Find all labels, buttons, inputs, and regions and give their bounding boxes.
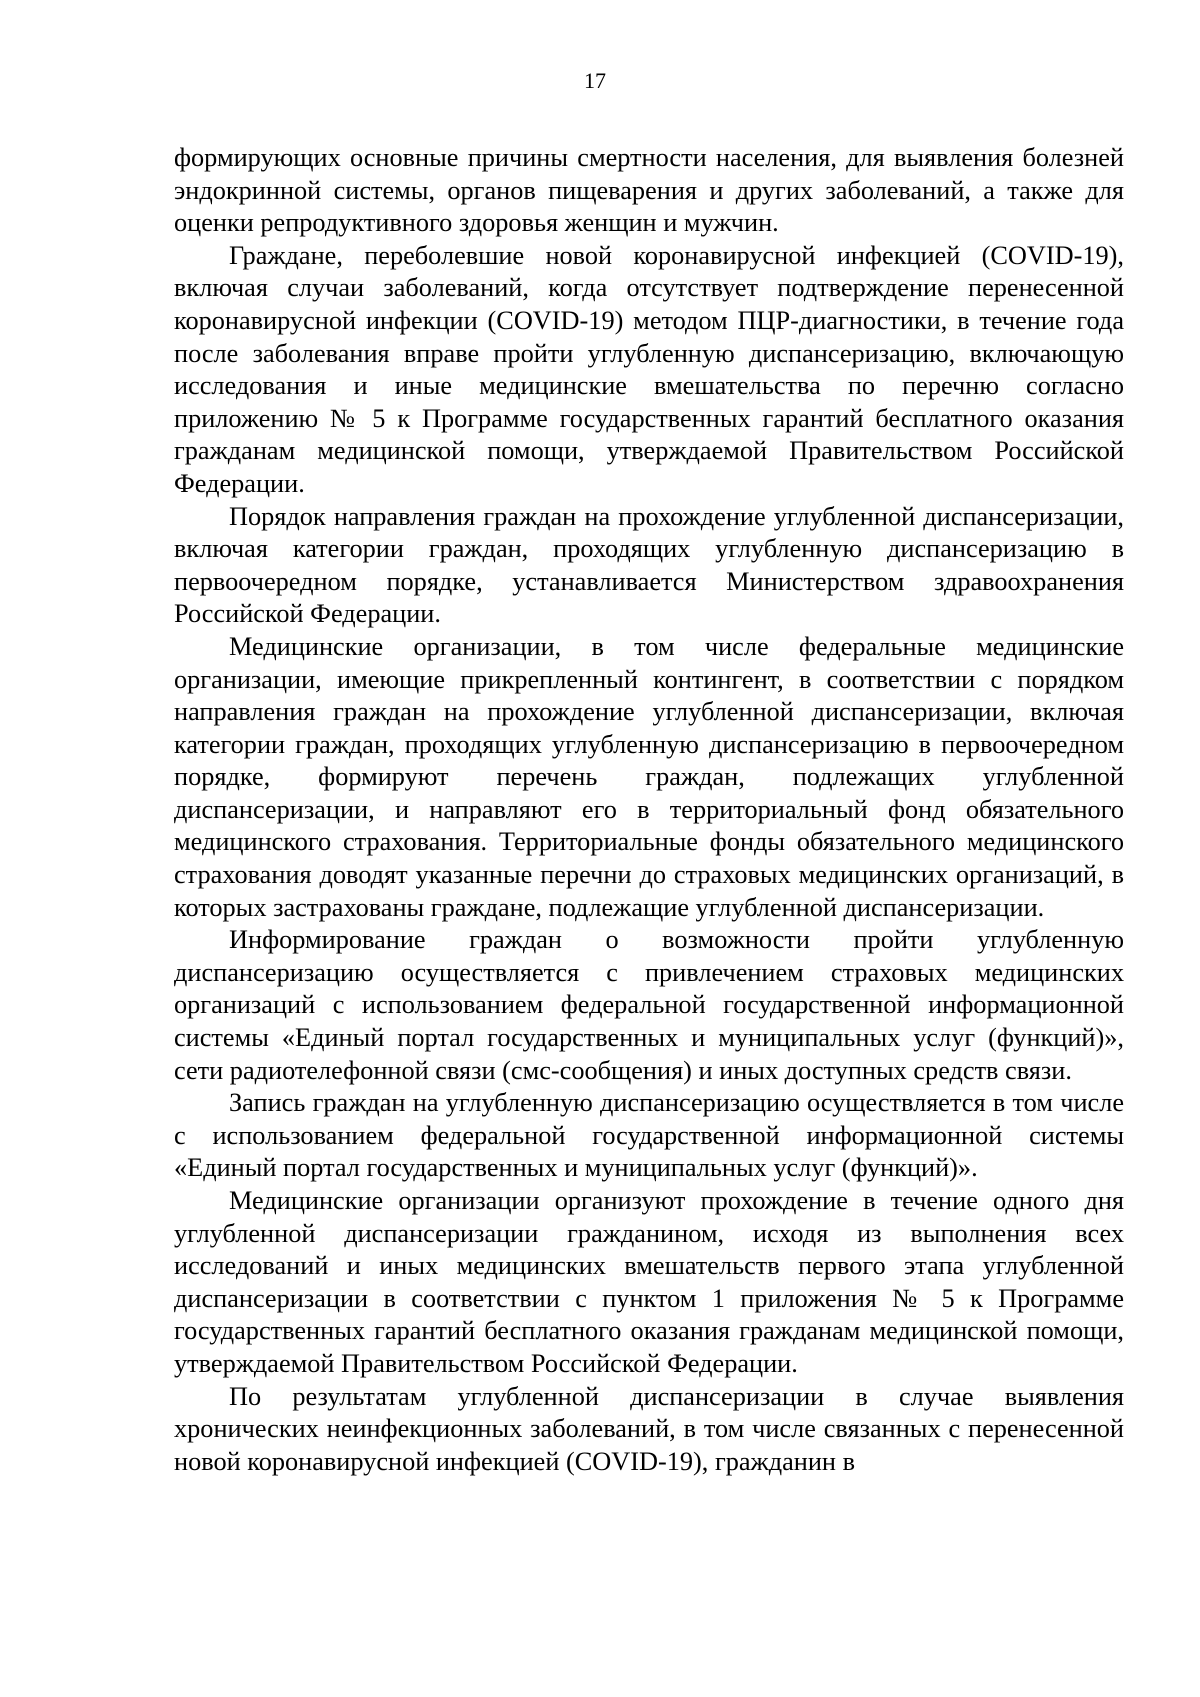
page-number: 17 (584, 68, 606, 93)
body-text (174, 142, 1124, 1478)
paragraph-covid-citizens: Граждане, переболевшие новой коронавирусной инфекцией (COVID-19), включая случаи заболеваний, когда отсутствует подтверждение перенесенной коронавирусной инфекции (COVID-19) методом ПЦР-диагностики, в течение года после заболевания вправе пройти углубленную диспансеризацию, включающую исследования и иные медицинские вмешательства по перечню согласно приложению № 5 к Программе государственных гарантий бесплатного оказания гражданам медицинской помощи, утверждаемой Правительством Российской Федерации. (174, 240, 1124, 498)
paragraph-informing-citizens: Информирование граждан о возможности пройти углубленную диспансеризацию осуществляется с привлечением страховых медицинских организаций с использованием федеральной государственной информационной системы «Единый портал государственных и муниципальных услуг (функций)», сети радиотелефонной связи (смс-сообщения) и иных доступных средств связи. (174, 925, 1124, 1085)
paragraph-results: По результатам углубленной диспансеризации в случае выявления хронических неинфекционных заболеваний, в том числе связанных с перенесенной новой коронавирусной инфекцией (COVID-19), гражданин в (174, 1381, 1124, 1476)
paragraph-one-day-examination: Медицинские организации организуют прохождение в течение одного дня углубленной диспансеризации гражданином, исходя из выполнения всех исследований и иных медицинских вмешательств первого этапа углубленной диспансеризации в соответствии с пунктом 1 приложения № 5 к Программе государственных гарантий бесплатного оказания гражданам медицинской помощи, утверждаемой Правительством Российской Федерации. (174, 1186, 1124, 1378)
paragraph-referral-procedure: Порядок направления граждан на прохождение углубленной диспансеризации, включая категории граждан, проходящих углубленную диспансеризацию в первоочередном порядке, устанавливается Министерством здравоохранения Российской Федерации. (174, 501, 1124, 629)
paragraph-medical-organizations-list: Медицинские организации, в том числе федеральные медицинские организации, имеющие прикрепленный контингент, в соответствии с порядком направления граждан на прохождение углубленной диспансеризации, включая категории граждан, проходящих углубленную диспансеризацию в первоочередном порядке, формируют перечень граждан, подлежащих углубленной диспансеризации, и направляют его в территориальный фонд обязательного медицинского страхования. Территориальные фонды обязательного медицинского страхования доводят указанные перечни до страховых медицинских организаций, в которых застрахованы граждане, подлежащие углубленной диспансеризации. (174, 631, 1124, 922)
paragraph-registration: Запись граждан на углубленную диспансеризацию осуществляется в том числе с использованием федеральной государственной информационной системы «Единый портал государственных и муниципальных услуг (функций)». (174, 1088, 1124, 1183)
paragraph-continuation: формирующих основные причины смертности населения, для выявления болезней эндокринной системы, органов пищеварения и других заболеваний, а также для оценки репродуктивного здоровья женщин и мужчин. (174, 143, 1124, 238)
